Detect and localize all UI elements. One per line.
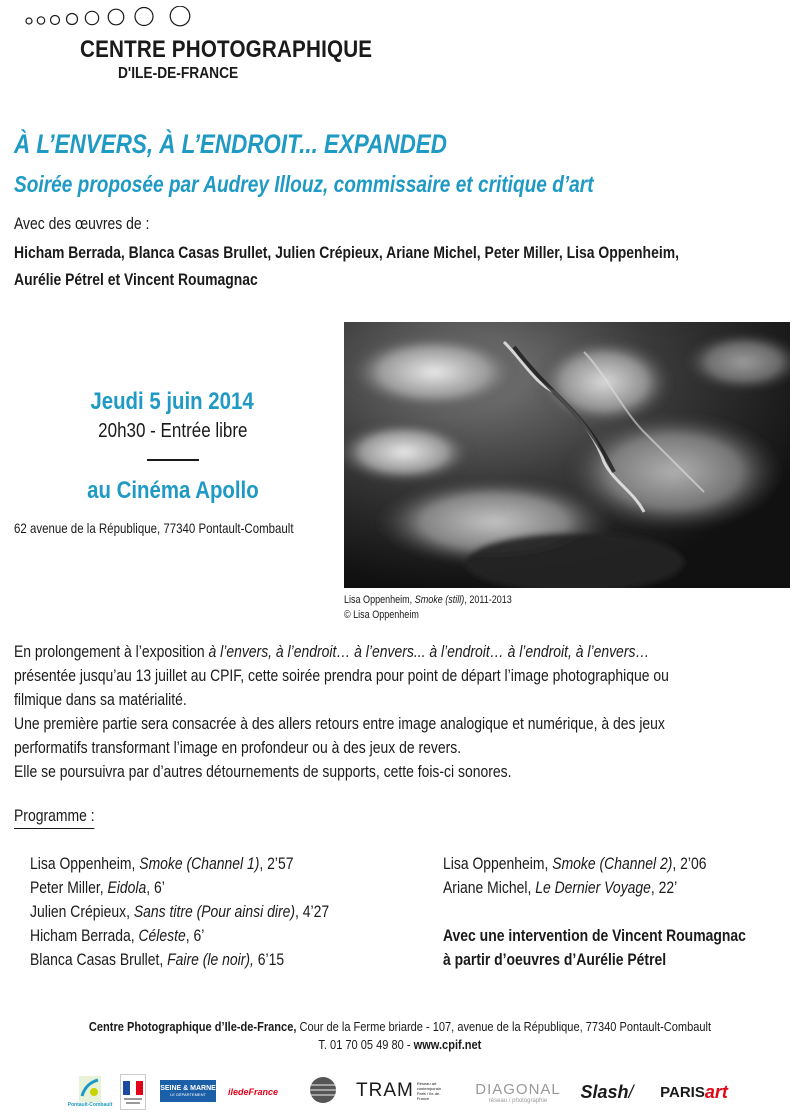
seine-et-marne-logo: SEINE & MARNE LE DÉPARTEMENT — [160, 1080, 216, 1102]
logo-subtitle: D'ILE-DE-FRANCE — [118, 65, 239, 82]
event-title: À L’ENVERS, À L’ENDROIT... EXPANDED — [14, 129, 447, 159]
diagonal-logo: DIAGONAL réseau / photographie — [475, 1080, 561, 1104]
partner-disc-logo — [306, 1074, 340, 1110]
footer-org: Centre Photographique d’Ile-de-France, — [88, 1019, 297, 1034]
event-info — [0, 388, 345, 505]
footer-contact: T. 01 70 05 49 80 - www.cpif.net — [318, 1037, 482, 1052]
pontault-combault-logo: Pontault-Combault — [74, 1072, 106, 1112]
description-line: filmique dans sa matérialité. — [14, 690, 187, 709]
event-date: Jeudi 5 juin 2014 — [90, 388, 255, 415]
pontault-combault-icon — [79, 1076, 101, 1102]
event-subtitle: Soirée proposée par Audrey Illouz, commissaire et critique d’art — [14, 171, 594, 197]
programme-item: Lisa Oppenheim, Smoke (Channel 1), 2’57 — [30, 854, 294, 873]
divider — [147, 459, 199, 461]
artists-list — [14, 239, 679, 293]
slash-logo: Slash / — [580, 1081, 634, 1102]
french-flag-icon — [123, 1081, 143, 1095]
event-address: 62 avenue de la République, 77340 Pontault-Combault — [14, 520, 294, 536]
logo-circles-icon — [24, 6, 194, 28]
programme-left — [30, 852, 329, 972]
parisart-logo: PARIS art — [660, 1081, 728, 1102]
description-line: performatifs transformant l’image en profondeur ou à des jeux de revers. — [14, 738, 462, 757]
photo-caption — [344, 593, 512, 623]
cloud-image-icon — [344, 322, 790, 588]
artists-line-1: Hicham Berrada, Blanca Casas Brullet, Julien Crépieux, Ariane Michel, Peter Miller, Lisa Oppenheim, — [14, 243, 679, 262]
slash-mark-icon: / — [628, 1081, 634, 1102]
striped-disc-icon — [308, 1075, 338, 1109]
programme-item: Lisa Oppenheim, Smoke (Channel 2), 2’06 — [443, 854, 707, 873]
intervention-note: Avec une intervention de Vincent Roumagnac à partir d’oeuvres d’Aurélie Pétrel — [443, 926, 746, 969]
republique-francaise-logo — [120, 1074, 146, 1110]
programme-item: Peter Miller, Eidola, 6’ — [30, 878, 165, 897]
programme-item: Blanca Casas Brullet, Faire (le noir), 6’15 — [30, 950, 285, 969]
artists-line-2: Aurélie Pétrel et Vincent Roumagnac — [14, 270, 258, 289]
partner-logos — [67, 1072, 734, 1112]
event-venue: au Cinéma Apollo — [86, 477, 259, 504]
works-intro: Avec des œuvres de : — [14, 214, 150, 233]
programme-heading: Programme : — [14, 806, 95, 829]
programme-item: Hicham Berrada, Céleste, 6’ — [30, 926, 205, 945]
event-time: 20h30 - Entrée libre — [97, 420, 248, 442]
description — [14, 640, 669, 784]
website-link[interactable]: www.cpif.net — [413, 1037, 482, 1052]
caption-title: Smoke (still) — [414, 594, 465, 606]
footer — [0, 1018, 800, 1054]
exhibition-title: à l’envers, à l’endroit… à l’envers... à l’endroit… à l’endroit, à l’envers… — [208, 642, 650, 661]
programme-right — [443, 852, 706, 900]
smoke-photo — [344, 322, 790, 588]
logo-title: CENTRE PHOTOGRAPHIQUE — [80, 36, 373, 63]
caption-line: Lisa Oppenheim, Smoke (still), 2011-2013 — [344, 594, 512, 606]
iledefrance-logo: iledeFrance — [227, 1087, 279, 1097]
programme-item: Ariane Michel, Le Dernier Voyage, 22’ — [443, 878, 678, 897]
caption-credit: © Lisa Oppenheim — [344, 609, 419, 621]
programme-item: Julien Crépieux, Sans titre (Pour ainsi dire), 4’27 — [30, 902, 330, 921]
description-line: Une première partie sera consacrée à des allers retours entre image analogique et numérique, à des jeux — [14, 714, 665, 733]
description-line: présentée jusqu’au 13 juillet au CPIF, cette soirée prendra pour point de départ l’image photographique ou — [14, 666, 669, 685]
tram-logo: TRAM Réseau art contemporain Paris / Ile-de-France — [356, 1080, 442, 1101]
footer-address: Centre Photographique d’Ile-de-France, Cour de la Ferme briarde - 107, avenue de la République, 77340 Pontault-Combault — [88, 1019, 712, 1034]
description-line: Elle se poursuivra par d’autres détournements de supports, cette fois-ci sonores. — [14, 762, 512, 781]
description-line: En prolongement à l’exposition à l’envers, à l’endroit… à l’envers... à l’endroit… à l’endroit, à l’envers… — [14, 642, 650, 661]
